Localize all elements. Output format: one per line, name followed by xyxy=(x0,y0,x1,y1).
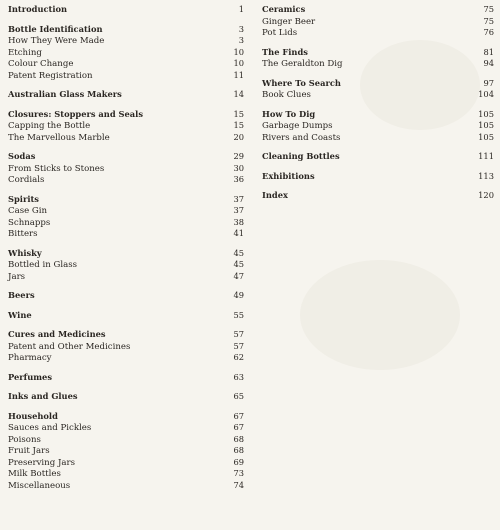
toc-heading-label: Introduction xyxy=(8,4,68,14)
toc-section-beers xyxy=(8,290,244,302)
section-spacer xyxy=(8,282,244,290)
toc-subentry-label: Sauces and Pickles xyxy=(8,423,92,433)
section-spacer xyxy=(8,364,244,372)
toc-heading-row[interactable] xyxy=(262,78,494,90)
toc-section-ceramics xyxy=(262,4,494,39)
toc-heading-label: Closures: Stoppers and Seals xyxy=(8,108,144,119)
toc-heading-label: Spirits xyxy=(8,193,39,204)
toc-section-the-finds xyxy=(262,47,494,70)
toc-subentry-label: Patent and Other Medicines xyxy=(8,341,131,352)
toc-heading-row[interactable] xyxy=(8,391,244,403)
toc-page-number: 104 xyxy=(478,89,494,99)
toc-heading-row[interactable] xyxy=(8,151,244,163)
toc-subentry-label: Schnapps xyxy=(8,217,51,228)
toc-subentry-label: Jars xyxy=(8,271,26,282)
toc-subentry-label: The Geraldton Dig xyxy=(262,59,343,69)
toc-subentry-row[interactable] xyxy=(8,58,244,70)
toc-page-number: 105 xyxy=(478,120,494,130)
toc-subentry-label: Bottled in Glass xyxy=(8,260,78,270)
toc-section-cures-and-medicines xyxy=(8,329,244,364)
toc-heading-label: Bottle Identification xyxy=(8,23,103,34)
toc-page-number: 3 xyxy=(238,35,244,45)
section-spacer xyxy=(262,70,494,78)
toc-page-number: 105 xyxy=(478,131,494,142)
toc-subentry-label: Bitters xyxy=(8,229,38,239)
toc-subentry-row[interactable] xyxy=(8,205,244,217)
toc-page-number: 1 xyxy=(238,4,244,14)
toc-subentry-row[interactable] xyxy=(262,16,494,28)
toc-section-where-to-search xyxy=(262,78,494,101)
toc-subentry-label: Poisons xyxy=(8,434,41,445)
toc-heading-label: The Finds xyxy=(262,46,308,57)
toc-subentry-label: Milk Bottles xyxy=(8,469,61,479)
toc-page-number: 10 xyxy=(233,46,244,57)
toc-page-number: 15 xyxy=(233,108,244,119)
toc-heading-label: Beers xyxy=(8,290,35,300)
toc-heading-row[interactable] xyxy=(8,4,244,16)
contents-left-column xyxy=(8,4,244,491)
toc-subentry-label: Miscellaneous xyxy=(8,480,71,491)
toc-subentry-label: Fruit Jars xyxy=(8,446,50,456)
section-spacer xyxy=(8,240,244,248)
toc-subentry-row[interactable] xyxy=(8,132,244,144)
toc-page-number: 45 xyxy=(233,259,244,269)
toc-heading-row[interactable] xyxy=(262,109,494,121)
toc-section-whisky xyxy=(8,248,244,283)
toc-subentry-label: Etching xyxy=(8,47,42,58)
toc-subentry-label: Cordials xyxy=(8,175,45,185)
toc-subentry-row[interactable] xyxy=(8,341,244,353)
toc-subentry-label: The Marvellous Marble xyxy=(8,132,110,143)
toc-page-number: 29 xyxy=(233,151,244,161)
toc-subentry-label: Capping the Bottle xyxy=(8,121,91,131)
toc-heading-label: Exhibitions xyxy=(262,170,315,181)
toc-page-number: 67 xyxy=(233,422,244,432)
toc-subentry-label: Rivers and Coasts xyxy=(262,132,341,143)
toc-subentry-row[interactable] xyxy=(8,480,244,492)
toc-heading-row[interactable] xyxy=(8,372,244,384)
toc-heading-label: How To Dig xyxy=(262,108,316,119)
toc-page-number: 37 xyxy=(233,193,244,204)
toc-page-number: 75 xyxy=(483,15,494,26)
toc-subentry-label: Patent Registration xyxy=(8,70,93,81)
toc-heading-label: Where To Search xyxy=(262,77,341,88)
toc-heading-row[interactable] xyxy=(8,310,244,322)
toc-subentry-row[interactable] xyxy=(262,89,494,101)
toc-page-number: 3 xyxy=(238,23,244,34)
toc-page-number: 76 xyxy=(483,27,494,37)
toc-section-sodas xyxy=(8,151,244,186)
toc-heading-row[interactable] xyxy=(8,24,244,36)
toc-section-perfumes xyxy=(8,372,244,384)
toc-heading-label: Cleaning Bottles xyxy=(262,151,340,161)
toc-page-number: 120 xyxy=(478,190,494,200)
toc-section-household xyxy=(8,411,244,492)
toc-heading-row[interactable] xyxy=(8,248,244,260)
toc-subentry-label: Colour Change xyxy=(8,59,74,69)
toc-heading-label: Australian Glass Makers xyxy=(8,89,122,99)
toc-subentry-row[interactable] xyxy=(8,47,244,59)
toc-page-number: 81 xyxy=(483,46,494,57)
toc-page-number: 94 xyxy=(483,58,494,68)
toc-page-number: 75 xyxy=(483,4,494,14)
toc-page-number: 57 xyxy=(233,329,244,339)
toc-subentry-row[interactable] xyxy=(262,27,494,39)
toc-heading-label: Index xyxy=(262,190,288,200)
toc-heading-row[interactable] xyxy=(262,4,494,16)
toc-section-closures-stoppers-and-seals xyxy=(8,109,244,144)
section-spacer xyxy=(262,182,494,190)
toc-heading-row[interactable] xyxy=(262,171,494,183)
toc-heading-row[interactable] xyxy=(262,151,494,163)
toc-subentry-row[interactable] xyxy=(8,35,244,47)
toc-heading-label: Wine xyxy=(8,309,32,320)
toc-subentry-label: Book Clues xyxy=(262,90,311,100)
toc-page-number: 97 xyxy=(483,77,494,88)
toc-page-number: 37 xyxy=(233,205,244,215)
toc-section-inks-and-glues xyxy=(8,391,244,403)
toc-heading-row[interactable] xyxy=(8,109,244,121)
toc-subentry-row[interactable] xyxy=(8,163,244,175)
toc-page-number: 63 xyxy=(233,371,244,382)
toc-heading-row[interactable] xyxy=(8,290,244,302)
toc-page-number: 10 xyxy=(233,58,244,68)
toc-subentry-row[interactable] xyxy=(8,217,244,229)
toc-subentry-row[interactable] xyxy=(8,228,244,240)
toc-subentry-row[interactable] xyxy=(8,259,244,271)
section-spacer xyxy=(8,81,244,89)
toc-page-number: 57 xyxy=(233,340,244,351)
toc-section-cleaning-bottles xyxy=(262,151,494,163)
toc-subentry-label: Preserving Jars xyxy=(8,457,76,468)
toc-subentry-row[interactable] xyxy=(8,457,244,469)
toc-section-exhibitions xyxy=(262,171,494,183)
toc-subentry-label: How They Were Made xyxy=(8,36,105,46)
section-spacer xyxy=(262,101,494,109)
toc-heading-row[interactable] xyxy=(262,190,494,202)
toc-subentry-label: Pot Lids xyxy=(262,28,298,38)
toc-page-number: 62 xyxy=(233,352,244,362)
toc-section-australian-glass-makers xyxy=(8,89,244,101)
toc-page-number: 69 xyxy=(233,456,244,467)
toc-page-number: 14 xyxy=(233,89,244,99)
toc-section-index xyxy=(262,190,494,202)
toc-heading-label: Inks and Glues xyxy=(8,391,78,401)
section-spacer xyxy=(8,403,244,411)
toc-heading-row[interactable] xyxy=(8,411,244,423)
toc-section-wine xyxy=(8,310,244,322)
section-spacer xyxy=(8,302,244,310)
toc-heading-label: Cures and Medicines xyxy=(8,329,106,339)
toc-section-how-to-dig xyxy=(262,109,494,144)
toc-subentry-row[interactable] xyxy=(8,70,244,82)
section-spacer xyxy=(8,383,244,391)
toc-heading-row[interactable] xyxy=(8,329,244,341)
section-spacer xyxy=(8,16,244,24)
toc-page-number: 74 xyxy=(233,479,244,490)
toc-subentry-row[interactable] xyxy=(8,174,244,186)
toc-page-number: 111 xyxy=(478,151,494,161)
toc-page-number: 65 xyxy=(233,391,244,401)
toc-page-number: 15 xyxy=(233,120,244,130)
toc-page-number: 45 xyxy=(233,247,244,258)
toc-subentry-row[interactable] xyxy=(8,352,244,364)
toc-subentry-label: Case Gin xyxy=(8,206,48,216)
toc-page-number: 41 xyxy=(233,228,244,238)
toc-subentry-row[interactable] xyxy=(262,58,494,70)
toc-heading-row[interactable] xyxy=(8,194,244,206)
section-spacer xyxy=(262,39,494,47)
toc-section-bottle-identification xyxy=(8,24,244,82)
toc-heading-row[interactable] xyxy=(262,47,494,59)
toc-page-number: 105 xyxy=(478,108,494,119)
toc-subentry-row[interactable] xyxy=(8,445,244,457)
toc-subentry-row[interactable] xyxy=(8,434,244,446)
toc-page-number: 47 xyxy=(233,270,244,281)
toc-page-number: 30 xyxy=(233,162,244,173)
toc-section-spirits xyxy=(8,194,244,240)
toc-page-number: 68 xyxy=(233,445,244,455)
toc-page-number: 20 xyxy=(233,131,244,142)
toc-heading-label: Sodas xyxy=(8,151,36,161)
toc-page-number: 73 xyxy=(233,468,244,478)
toc-subentry-row[interactable] xyxy=(8,422,244,434)
toc-heading-row[interactable] xyxy=(8,89,244,101)
toc-page-number: 11 xyxy=(233,69,244,80)
toc-page-number: 55 xyxy=(233,309,244,320)
contents-right-column xyxy=(262,4,494,202)
toc-section-introduction xyxy=(8,4,244,16)
toc-subentry-label: Pharmacy xyxy=(8,353,52,363)
toc-subentry-row[interactable] xyxy=(8,120,244,132)
toc-page-number: 67 xyxy=(233,410,244,421)
toc-heading-label: Household xyxy=(8,410,58,421)
toc-heading-label: Ceramics xyxy=(262,4,306,14)
toc-subentry-label: Ginger Beer xyxy=(262,16,316,27)
toc-heading-label: Perfumes xyxy=(8,371,52,382)
toc-heading-label: Whisky xyxy=(8,247,42,258)
toc-subentry-label: Garbage Dumps xyxy=(262,121,333,131)
section-spacer xyxy=(8,101,244,109)
section-spacer xyxy=(8,321,244,329)
toc-page-number: 68 xyxy=(233,433,244,444)
toc-page-number: 36 xyxy=(233,174,244,184)
toc-subentry-row[interactable] xyxy=(262,132,494,144)
toc-page-number: 49 xyxy=(233,290,244,300)
toc-subentry-row[interactable] xyxy=(8,271,244,283)
toc-page-number: 38 xyxy=(233,216,244,227)
toc-page-number: 113 xyxy=(478,170,494,181)
section-spacer xyxy=(8,186,244,194)
section-spacer xyxy=(8,143,244,151)
section-spacer xyxy=(262,163,494,171)
section-spacer xyxy=(262,143,494,151)
toc-subentry-label: From Sticks to Stones xyxy=(8,163,105,174)
toc-subentry-row[interactable] xyxy=(262,120,494,132)
toc-subentry-row[interactable] xyxy=(8,468,244,480)
